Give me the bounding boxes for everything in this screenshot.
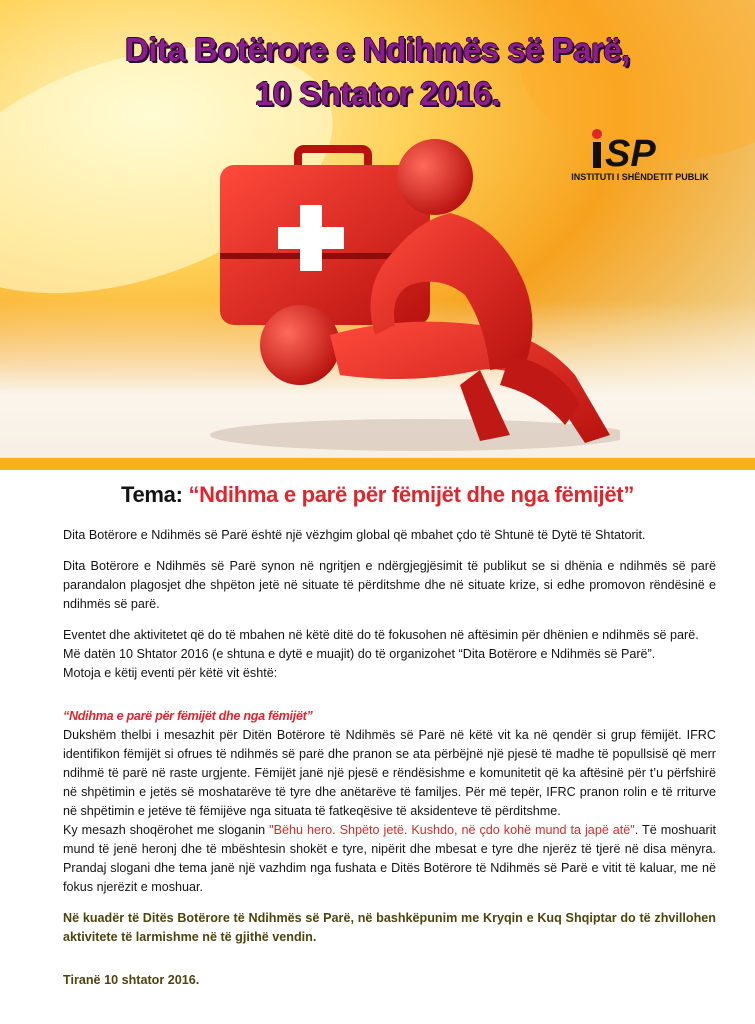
paragraph-slogan xyxy=(63,821,716,897)
slogan-text: "Bëhu hero. Shpëto jetë. Kushdo, në çdo kohë mund ta japë atë" xyxy=(269,823,635,837)
theme-value: “Ndihma e parë për fëmijët dhe nga fëmijët” xyxy=(188,482,635,507)
paragraph-activities: Në kuadër të Ditës Botërore të Ndihmës së Parë, në bashkëpunim me Kryqin e Kuq Shqiptar do të zhvillohen aktivitete të larmishme në të gjithë vendin. xyxy=(63,911,716,944)
article-body xyxy=(63,526,716,990)
title-line-1: Dita Botërore e Ndihmës së Parë, xyxy=(125,31,630,68)
paragraph-date: Më datën 10 Shtator 2016 (e shtuna e dytë e muajit) do të organizohet “Dita Botërore e Ndihmës së Parë”. xyxy=(63,647,656,661)
paragraph-ifrc: Dukshëm thelbi i mesazhit për Ditën Botërore të Ndihmës së Parë në këtë vit ka në qendër si grup fëmijët. IFRC identifikon fëmijët si ofrues të ndihmës së parë dhe pranon se ata përbëjnë një pjesë të madhe të popullsisë që merr ndihmë të parë në raste urgjente. Fëmijët janë një pjesë e rëndësishme e komunitetit që ka aftësinë për t’u përfshirë në shpëtimin e jetës së moshatarëve të tyre dhe anëtarëve të familjes. Për më tepër, IFRC pranon rolin e të rriturve në shpëtimin e jetëve të fëmijëve nga situata të fatkeqësive të aksidenteve të përditshme. xyxy=(63,728,716,818)
slogan-heading: “Ndihma e parë për fëmijët dhe nga fëmijët” xyxy=(63,709,313,723)
svg-text:SP: SP xyxy=(605,133,656,170)
slogan-intro-text: Ky mesazh shoqërohet me sloganin xyxy=(63,823,270,837)
page-title xyxy=(0,28,755,116)
isp-logo-mark-icon xyxy=(587,126,677,170)
ground-shadow xyxy=(210,419,620,451)
logo-institute-name: INSTITUTI I SHËNDETIT PUBLIK xyxy=(571,172,709,182)
divider-stripe xyxy=(0,458,755,470)
hero-banner xyxy=(0,0,755,458)
cpr-illustration xyxy=(180,135,620,455)
theme-heading xyxy=(0,482,755,508)
paragraph-events: Eventet dhe aktivitetet që do të mbahen në këtë ditë do të fokusohen në aftësimin për dhënien e ndihmës së parë. xyxy=(63,628,699,642)
paragraph-motto: Motoja e këtij eventi për këtë vit është: xyxy=(63,666,278,680)
paragraph-purpose: Dita Botërore e Ndihmës së Parë synon në ngritjen e ndërgjegjësimit të publikut se si dhënia e ndihmës së parë parandalon plagosjet dhe shpëton jetë në situate të përditshme dhe në situate krize, si edhe promovon rëndësinë e ndihmës së parë. xyxy=(63,559,716,611)
title-line-2: 10 Shtator 2016. xyxy=(254,75,501,112)
paragraph-intro: Dita Botërore e Ndihmës së Parë është një vëzhgim global që mbahet çdo të Shtunë të Dytë të Shtatorit. xyxy=(63,528,646,542)
slogan-after-text: . Të moshuarit mund të jenë heronj dhe të mbështesin shokët e tyre, nipërit dhe mbesat e tyre dhe njerëz të tjerë në disa mënyra. Prandaj slogani dhe tema janë një vazhdim nga fushata e Ditës Botërore të Ndihmës së Parë e vitit të kaluar, me në fokus njerëzit e moshuar. xyxy=(63,823,716,894)
footer-date: Tiranë 10 shtator 2016. xyxy=(63,973,200,987)
isp-logo xyxy=(565,126,715,188)
theme-label: Tema: xyxy=(120,482,183,507)
